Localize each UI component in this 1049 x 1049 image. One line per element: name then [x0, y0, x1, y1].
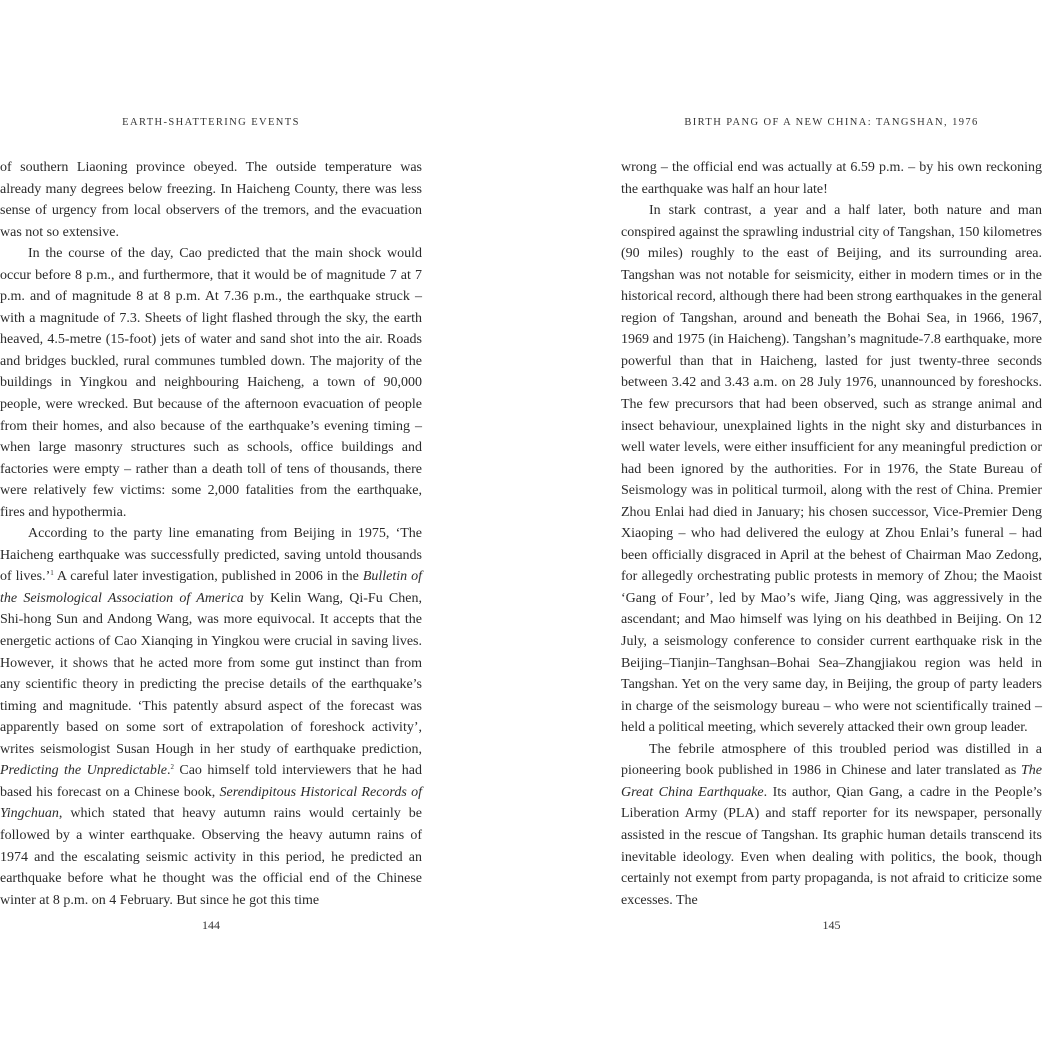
footnote-marker: 1	[50, 569, 54, 578]
paragraph	[621, 739, 1042, 911]
text-run: of southern Liaoning province obeyed. The outside temperature was already many degrees below freezing. In Haicheng County, there was less sense of urgency from local observers of the tremors, and the evacuation was not so extensive.	[0, 160, 422, 240]
italic-title: Predicting the Unpredictable	[0, 763, 167, 779]
text-run: A careful later investigation, published in 2006 in the	[53, 569, 363, 585]
running-head: EARTH-SHATTERING EVENTS	[122, 117, 300, 128]
paragraph	[621, 157, 1042, 200]
text-run: The febrile atmosphere of this troubled period was distilled in a pioneering book published in 1986 in Chinese and later translated as	[621, 741, 1042, 779]
paragraph	[0, 523, 422, 911]
text-run: According to the party line emanating from Beijing in 1975, ‘The Haicheng earthquake was successfully predicted, saving untold thousands of lives.’	[0, 526, 422, 585]
text-run: by Kelin Wang, Qi-Fu Chen, Shi-hong Sun and Andong Wang, was more equivocal. It accepts that the energetic actions of Cao Xianqing in Yingkou were crucial in saving lives. However, it shows that he acted more from some gut instinct than from any scientific theory in predicting the precise details of the earthquake’s timing and magnitude. ‘This patently absurd aspect of the forecast was apparently based on some sort of extrapolation of foreshock activity’, writes seismologist Susan Hough in her study of earthquake prediction,	[0, 590, 422, 757]
running-head: BIRTH PANG OF A NEW CHINA: TANGSHAN, 1976	[684, 117, 979, 128]
text-run: . Its author, Qian Gang, a cadre in the People’s Liberation Army (PLA) and staff reporter for its newspaper, personally assisted in the rescue of Tangshan. Its graphic human details transcend its inevitable ideology. Even when dealing with politics, the book, though certainly not exempt from party propaganda, is not afraid to criticize some excesses. The	[621, 784, 1043, 908]
text-run: In stark contrast, a year and a half later, both nature and man conspired against the sprawling industrial city of Tangshan, 150 kilometres (90 miles) roughly to the east of Beijing, and its surrounding area. Tangshan was not notable for seismicity, either in modern times or in the historical record, although there had been strong earthquakes in the general region of Tangshan, around and beneath the Bohai Sea, in 1966, 1967, 1969 and 1975 (in Haicheng). Tangshan’s magnitude-7.8 earthquake, more powerful than that in Haicheng, lasted for just twenty-three seconds between 3.42 and 3.43 a.m. on 28 July 1976, unannounced by foreshocks. The few precursors that had been observed, such as strange animal and insect behaviour, unexplained lights in the night sky and disturbances in well water levels, were either insufficient for any meaningful prediction or had been ignored by the authorities. For in 1976, the State Bureau of Seismology was in political turmoil, along with the rest of China. Premier Zhou Enlai had died in January; his chosen successor, Vice-Premier Deng Xiaoping – who had delivered the eulogy at Zhou Enlai’s funeral – had been officially disgraced in April at the behest of Chairman Mao Zedong, for allegedly orchestrating public protests in memory of Zhou; the Maoist ‘Gang of Four’, led by Mao’s wife, Jiang Qing, was aggressively in the ascendant; and Mao himself was lying on his deathbed in Beijing. On 12 July, a seismology conference to consider current earthquake risk in the Beijing–Tianjin–Tanghsan–Bohai Sea–Zhangjiakou region was held in Tangshan. Yet on the very same day, in Beijing, the group of party leaders in charge of the seismology bureau – who were not scientifically trained – held a political meeting, which severely attacked their own group leader.	[621, 203, 1043, 736]
text-run: .	[166, 763, 171, 779]
text-run: Cao himself told interviewers that he had based his forecast on a Chinese book,	[0, 763, 422, 800]
text-run: wrong – the official end was actually at 6.59 p.m. – by his own reckoning the earthquake was half an hour late!	[621, 160, 1042, 197]
text-run: , which stated that heavy autumn rains would certainly be followed by a winter earthquake. Observing the heavy autumn rains of 1974 and the escalating seismic activity in this period, he predicted an earthquake before what he thought was the official end of the Chinese winter at 8 p.m. on 4 February. But since he got this time	[0, 806, 422, 908]
page-number: 144	[202, 918, 220, 932]
paragraph	[0, 157, 422, 243]
italic-title: Serendipitous Historical Records of Yingchuan	[0, 784, 422, 822]
italic-title: The Great China Earthquake	[621, 763, 1042, 800]
footnote-marker: 2	[170, 763, 174, 772]
text-run: In the course of the day, Cao predicted that the main shock would occur before 8 p.m., and furthermore, that it would be of magnitude 7 at 7 p.m. and of magnitude 8 at 8 p.m. At 7.36 p.m., the earthquake struck – with a magnitude of 7.3. Sheets of light flashed through the sky, the earth heaved, 4.5-metre (15-foot) jets of water and sand shot into the air. Roads and bridges buckled, rural communes tumbled down. The majority of the buildings in Yingkou and neighbouring Haicheng, a town of 90,000 people, were wrecked. But because of the afternoon evacuation of people from their homes, and also because of the earthquake’s evening timing – when large masonry structures such as schools, office buildings and factories were empty – rather than a death toll of tens of thousands, there were relatively few victims: some 2,000 fatalities from the earthquake, fires and hypothermia.	[0, 246, 422, 520]
body-text	[621, 157, 1042, 911]
italic-title: Bulletin of the Seismological Association of America	[0, 569, 422, 606]
paragraph	[621, 200, 1042, 739]
page-number: 145	[822, 918, 841, 932]
paragraph	[0, 243, 422, 523]
body-text	[0, 157, 422, 911]
